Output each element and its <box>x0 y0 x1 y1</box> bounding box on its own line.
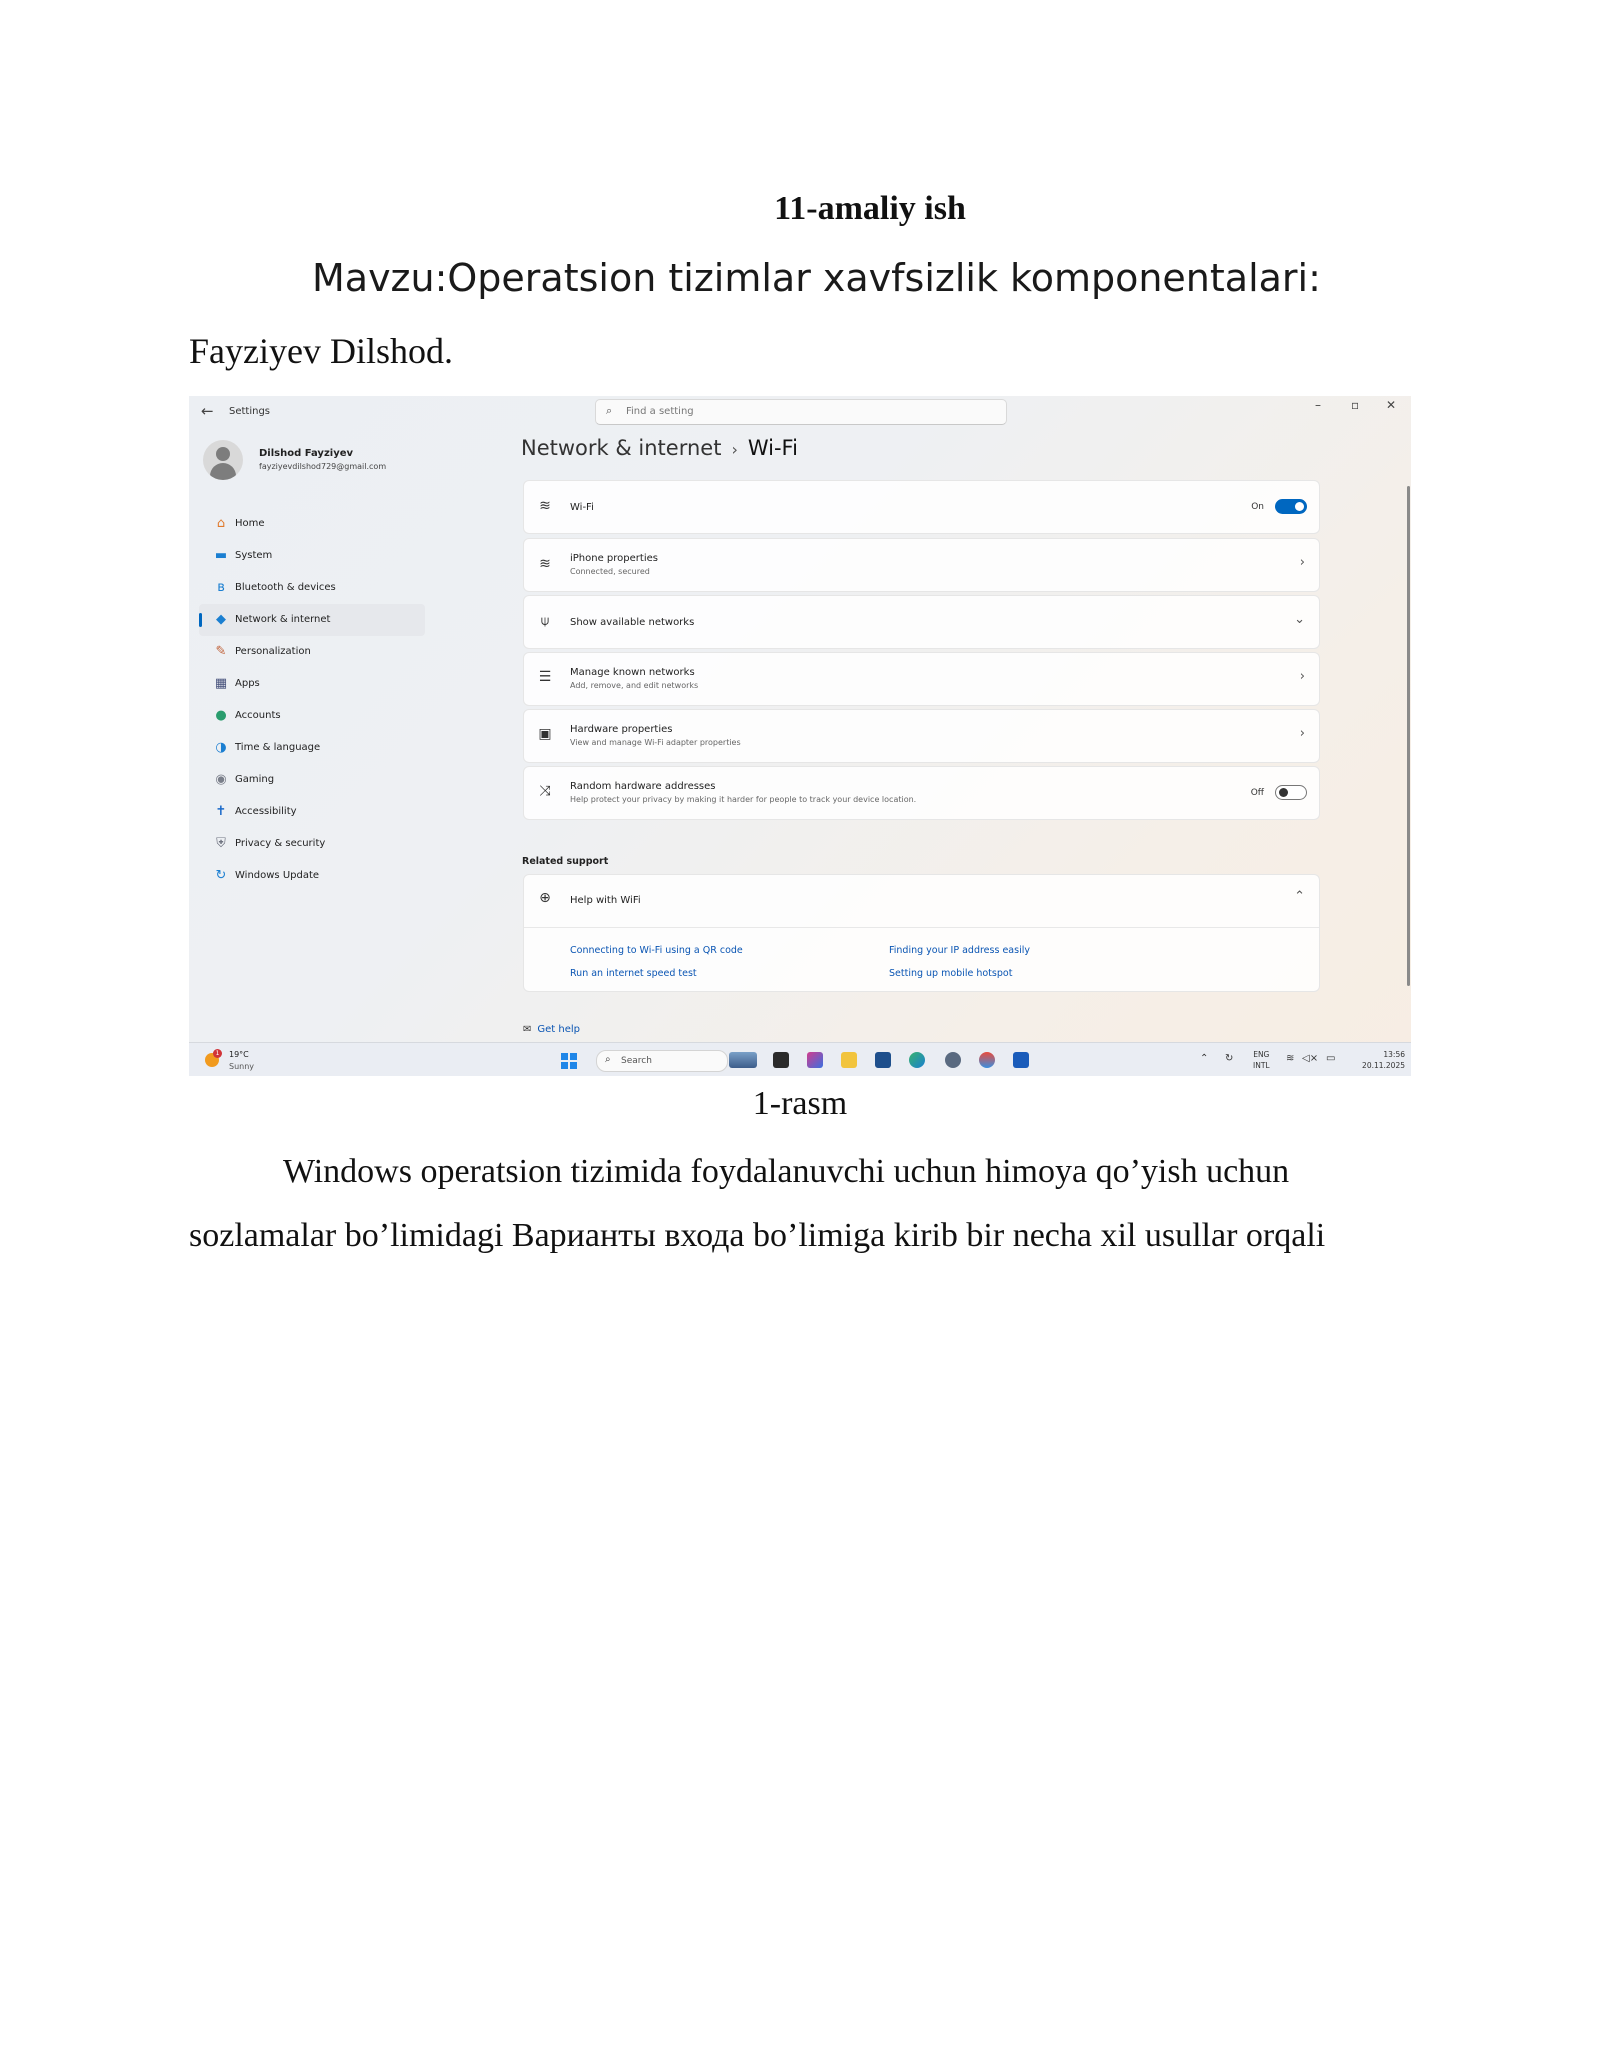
list-icon: ☰ <box>538 669 552 685</box>
document-title: 11-amaliy ish <box>774 190 966 227</box>
wifi-toggle[interactable] <box>1275 499 1307 514</box>
user-email: fayziyevdilshod729@gmail.com <box>259 462 387 471</box>
iphone-properties-card[interactable]: ≋ iPhone properties Connected, secured › <box>523 538 1320 592</box>
paragraph-line-1: Windows operatsion tizimida foydalanuvchi uchun himoya qo’yish uchun <box>283 1153 1290 1190</box>
minimize-button[interactable]: – <box>1315 398 1321 412</box>
figure-caption: 1-rasm <box>752 1085 848 1122</box>
widgets-app-icon[interactable] <box>729 1052 757 1068</box>
chrome-icon[interactable] <box>979 1052 995 1068</box>
sidebar-item-time-language[interactable]: ◑ Time & language <box>199 732 425 764</box>
get-help-link[interactable]: ✉ Get help <box>523 1024 581 1035</box>
taskbar-clock[interactable]: 13:56 20.11.2025 <box>1362 1050 1405 1070</box>
link-find-ip-address[interactable]: Finding your IP address easily <box>889 945 1030 956</box>
manage-known-networks-card[interactable]: ☰ Manage known networks Add, remove, and edit networks › <box>523 652 1320 706</box>
battery-icon[interactable]: ▭ <box>1326 1053 1336 1064</box>
antenna-icon: ⍦ <box>540 613 550 629</box>
sidebar-item-home[interactable]: ⌂ Home <box>199 508 425 540</box>
file-explorer-icon[interactable] <box>841 1052 857 1068</box>
wifi-icon: ≋ <box>539 498 551 514</box>
settings-gear-icon[interactable] <box>945 1052 961 1068</box>
scrollbar[interactable] <box>1407 486 1410 986</box>
link-mobile-hotspot[interactable]: Setting up mobile hotspot <box>889 968 1013 979</box>
window-titlebar <box>189 396 1411 428</box>
app-name: Settings <box>229 406 271 417</box>
random-address-toggle[interactable] <box>1275 785 1307 800</box>
search-icon: ⌕ <box>605 1054 611 1065</box>
shield-icon: ⛨ <box>216 836 226 851</box>
chevron-right-icon: › <box>1299 669 1305 684</box>
settings-search-input[interactable] <box>595 399 1007 425</box>
user-avatar[interactable] <box>203 440 243 480</box>
windows-start-icon[interactable] <box>561 1053 577 1069</box>
sidebar-item-accessibility[interactable]: ✝ Accessibility <box>199 796 425 828</box>
apps-icon: ▦ <box>214 676 228 691</box>
hardware-properties-card[interactable]: ▣ Hardware properties View and manage Wi-Fi adapter properties › <box>523 709 1320 763</box>
system-icon: ▬ <box>214 548 228 563</box>
related-support-heading: Related support <box>522 856 609 867</box>
chevron-right-icon: › <box>1299 555 1305 570</box>
sidebar-item-accounts[interactable]: ● Accounts <box>199 700 425 732</box>
sidebar-nav <box>199 508 425 892</box>
settings-screenshot <box>189 396 1411 1076</box>
link-speed-test[interactable]: Run an internet speed test <box>570 968 697 979</box>
chip-icon: ▣ <box>538 726 552 742</box>
home-icon: ⌂ <box>216 516 226 531</box>
document-subtitle: Mavzu:Operatsion tizimlar xavfsizlik komponentalari: <box>312 256 1321 300</box>
sidebar-item-system[interactable]: ▬ System <box>214 548 273 563</box>
chevron-right-icon: › <box>1299 726 1305 741</box>
weather-badge: 1 <box>213 1049 222 1058</box>
sidebar-item-gaming[interactable]: ◉ Gaming <box>199 764 425 796</box>
breadcrumb-separator: › <box>731 440 738 459</box>
task-view-icon[interactable] <box>773 1052 789 1068</box>
globe-icon: ⊕ <box>539 890 551 906</box>
close-button[interactable]: ✕ <box>1386 398 1397 412</box>
sidebar-item-network[interactable]: ◆ Network & internet <box>199 604 425 636</box>
taskbar-search[interactable]: ⌕ Search <box>596 1050 728 1072</box>
maximize-button[interactable]: ▫ <box>1351 398 1360 412</box>
wifi-icon[interactable]: ≋ <box>1286 1053 1295 1064</box>
wifi-state: On <box>1251 502 1264 512</box>
wifi-toggle-card[interactable]: ≋ Wi-Fi On <box>523 480 1320 534</box>
link-wifi-qr-code[interactable]: Connecting to Wi-Fi using a QR code <box>570 945 743 956</box>
sidebar-item-bluetooth[interactable]: ʙ Bluetooth & devices <box>199 572 425 604</box>
chevron-up-icon[interactable]: ⌃ <box>1200 1053 1209 1064</box>
wifi-secured-icon: ≋ <box>539 556 551 572</box>
random-address-state: Off <box>1250 788 1264 798</box>
word-icon[interactable] <box>1013 1052 1029 1068</box>
sidebar-item-personalization[interactable]: ✎ Personalization <box>199 636 425 668</box>
chevron-up-icon[interactable]: ⌃ <box>1294 889 1305 904</box>
store-icon[interactable] <box>875 1052 891 1068</box>
search-icon: ⌕ <box>606 404 613 417</box>
copilot-icon[interactable] <box>807 1052 823 1068</box>
document-author: Fayziyev Dilshod. <box>189 331 453 371</box>
accessibility-icon: ✝ <box>215 804 227 819</box>
globe-clock-icon: ◑ <box>215 740 227 755</box>
weather-condition: Sunny <box>229 1062 255 1071</box>
random-hardware-addresses-card[interactable]: ⤨ Random hardware addresses Help protect your privacy by making it harder for people to track your device location. Off <box>523 766 1320 820</box>
shuffle-icon: ⤨ <box>539 783 551 799</box>
breadcrumb <box>521 436 798 460</box>
sidebar-item-apps[interactable]: ▦ Apps <box>214 676 260 691</box>
accounts-icon: ● <box>215 708 227 723</box>
network-icon: ◆ <box>216 612 226 627</box>
search-placeholder: Find a setting <box>626 406 694 417</box>
update-icon: ↻ <box>215 868 227 883</box>
sync-icon[interactable]: ↻ <box>1225 1053 1234 1064</box>
sidebar-item-privacy[interactable]: ⛨ Privacy & security <box>199 828 425 860</box>
speaker-muted-icon[interactable]: ◁× <box>1302 1053 1319 1064</box>
chevron-down-icon: ⌄ <box>1294 612 1305 627</box>
back-arrow-icon[interactable]: ← <box>201 402 214 420</box>
show-networks-card[interactable]: ⍦ Show available networks ⌄ <box>523 595 1320 649</box>
taskbar <box>189 1042 1411 1076</box>
sidebar-item-windows-update[interactable]: ↻ Windows Update <box>199 860 425 892</box>
brush-icon: ✎ <box>215 644 227 659</box>
bluetooth-icon: ʙ <box>217 580 225 595</box>
page-title: Wi-Fi <box>747 436 798 460</box>
help-with-wifi-card: ⊕ Help with WiFi ⌃ Connecting to Wi-Fi using a QR code Finding your IP address easily Run an internet speed test Setting up mobile hotspot <box>523 874 1320 992</box>
language-indicator[interactable]: ENG INTL <box>1253 1050 1270 1070</box>
help-chat-icon: ✉ <box>523 1024 532 1035</box>
edge-icon[interactable] <box>909 1052 925 1068</box>
weather-temperature: 19°C <box>229 1050 249 1059</box>
breadcrumb-parent[interactable]: Network & internet <box>521 436 722 460</box>
user-name: Dilshod Fayziyev <box>259 448 354 459</box>
gamepad-icon: ◉ <box>215 772 227 787</box>
paragraph-line-2: sozlamalar bo’limidagi Варианты входа bo’limiga kirib bir necha xil usullar orqali <box>189 1217 1326 1254</box>
